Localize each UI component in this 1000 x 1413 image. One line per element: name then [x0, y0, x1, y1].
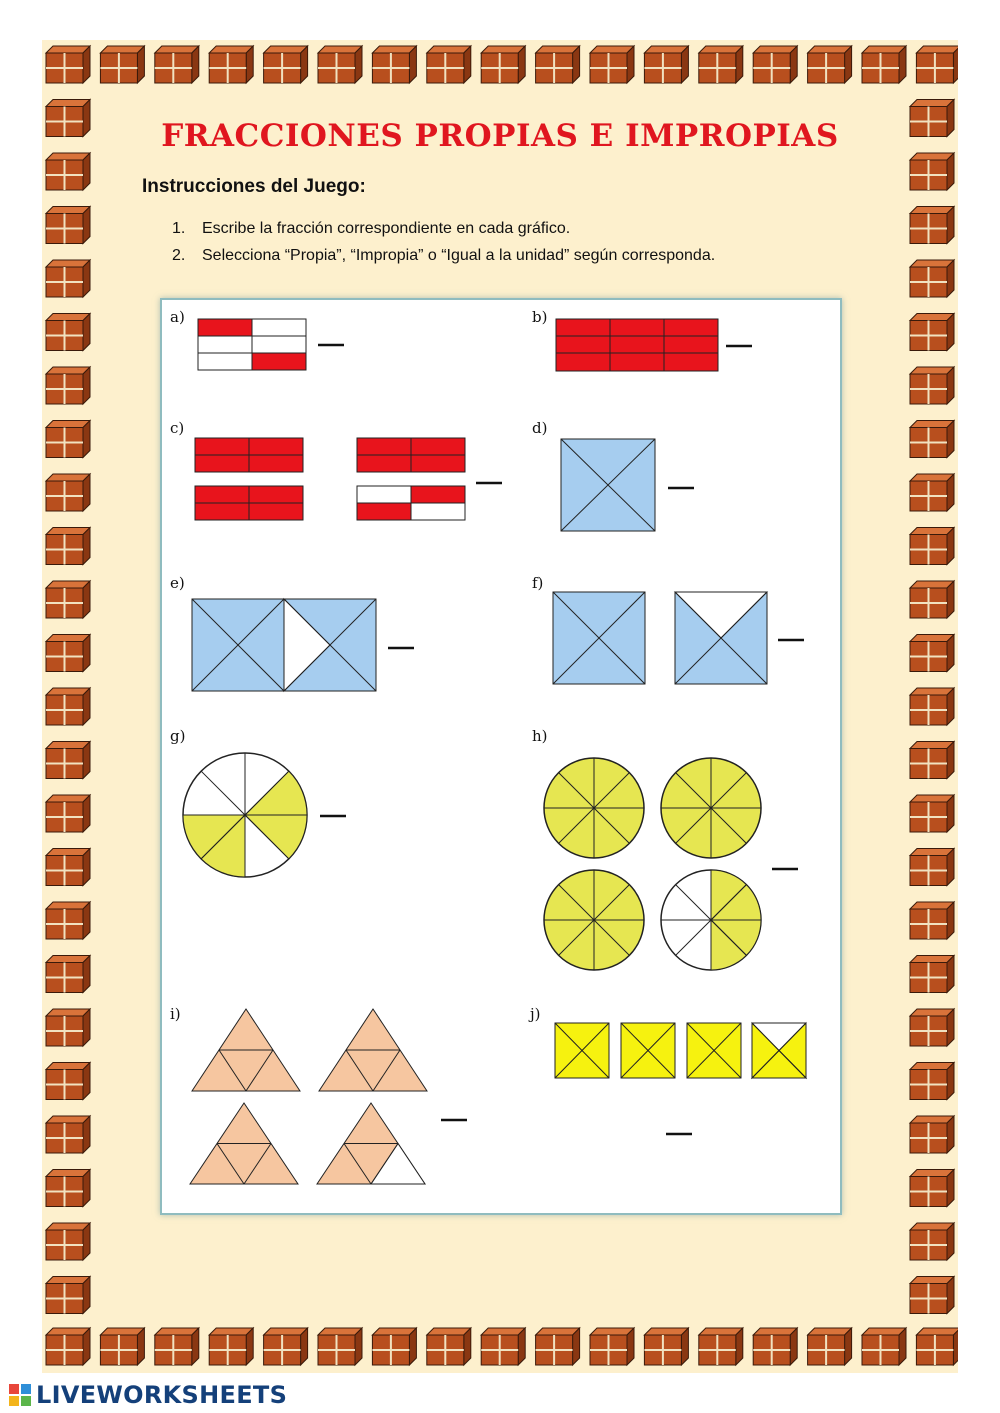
- box-icon: [209, 46, 253, 83]
- a-cell-4: [252, 336, 306, 353]
- box-icon: [753, 1328, 797, 1365]
- box-icon: [910, 849, 954, 886]
- box-icon: [644, 46, 688, 83]
- box-icon: [46, 1223, 90, 1260]
- box-icon: [910, 902, 954, 939]
- box-icon: [910, 1170, 954, 1207]
- box-icon: [46, 153, 90, 190]
- box-icon: [910, 956, 954, 993]
- box-icon: [910, 367, 954, 404]
- box-icon: [209, 1328, 253, 1365]
- box-icon: [46, 742, 90, 779]
- box-icon: [910, 314, 954, 351]
- box-icon: [427, 46, 471, 83]
- c-bar-4: [357, 486, 465, 520]
- box-icon: [46, 367, 90, 404]
- c-bar-3: [195, 486, 303, 520]
- box-icon: [46, 1009, 90, 1046]
- box-icon: [46, 956, 90, 993]
- box-icon: [46, 581, 90, 618]
- box-icon: [808, 46, 852, 83]
- box-icon: [910, 474, 954, 511]
- box-icon: [590, 46, 634, 83]
- box-icon: [910, 421, 954, 458]
- box-icon: [100, 46, 144, 83]
- box-icon: [100, 1328, 144, 1365]
- box-icon: [910, 688, 954, 725]
- box-icon: [481, 46, 525, 83]
- box-icon: [910, 528, 954, 565]
- box-icon: [910, 742, 954, 779]
- exercise-c: [170, 419, 502, 520]
- box-icon: [862, 46, 906, 83]
- box-icon: [808, 1328, 852, 1365]
- box-icon: [155, 1328, 199, 1365]
- exercise-e-label: e): [170, 574, 185, 592]
- box-icon: [46, 1328, 90, 1365]
- c-bar-1: [195, 438, 303, 472]
- instruction-step-2: 2. Selecciona “Propia”, “Impropia” o “Igual a la unidad” según corresponda.: [172, 247, 716, 264]
- exercise-a-label: a): [170, 308, 185, 326]
- box-icon: [536, 1328, 580, 1365]
- box-icon: [699, 46, 743, 83]
- box-icon: [910, 260, 954, 297]
- a-cell-1: [198, 319, 252, 336]
- instructions-heading: Instrucciones del Juego:: [142, 176, 366, 197]
- box-icon: [46, 1063, 90, 1100]
- box-icon: [46, 528, 90, 565]
- box-icon: [590, 1328, 634, 1365]
- box-icon: [46, 260, 90, 297]
- a-cell-6: [252, 353, 306, 370]
- exercise-i: [170, 1005, 467, 1184]
- exercise-f-label: f): [532, 574, 544, 592]
- a-cell-2: [252, 319, 306, 336]
- box-icon: [46, 314, 90, 351]
- box-icon: [46, 1170, 90, 1207]
- exercise-g: [170, 727, 346, 877]
- box-icon: [910, 1116, 954, 1153]
- exercise-a: [170, 308, 344, 370]
- exercise-figures: [160, 298, 842, 1215]
- liveworksheets-logo-icon: [8, 1382, 34, 1412]
- box-icon: [910, 153, 954, 190]
- box-icon: [862, 1328, 906, 1365]
- box-icon: [372, 1328, 416, 1365]
- box-icon: [910, 1223, 954, 1260]
- c-bar-2: [357, 438, 465, 472]
- b-bar: [556, 319, 718, 371]
- box-icon: [46, 849, 90, 886]
- box-icon: [372, 46, 416, 83]
- exercise-c-label: c): [170, 419, 185, 437]
- box-icon: [46, 474, 90, 511]
- exercise-d-label: d): [532, 419, 548, 437]
- exercise-b: [532, 308, 752, 371]
- exercise-f: [532, 574, 804, 684]
- box-icon: [536, 46, 580, 83]
- exercise-d: [532, 419, 694, 531]
- exercise-j-label: j): [530, 1005, 541, 1023]
- box-icon: [910, 581, 954, 618]
- box-icon: [46, 207, 90, 244]
- g-pie: [183, 753, 307, 877]
- box-icon: [910, 635, 954, 672]
- box-icon: [46, 46, 90, 83]
- exercise-g-label: g): [170, 727, 186, 745]
- liveworksheets-logo-text: LIVEWORKSHEETS: [36, 1381, 288, 1409]
- instructions-list: [172, 218, 715, 272]
- box-icon: [46, 688, 90, 725]
- box-icon: [427, 1328, 471, 1365]
- box-icon: [46, 635, 90, 672]
- box-icon: [910, 207, 954, 244]
- box-icon: [699, 1328, 743, 1365]
- box-icon: [481, 1328, 525, 1365]
- box-icon: [318, 1328, 362, 1365]
- exercise-h: [532, 727, 798, 970]
- box-icon: [910, 1009, 954, 1046]
- exercise-i-label: i): [170, 1005, 181, 1023]
- a-cell-3: [198, 336, 252, 353]
- box-icon: [46, 1116, 90, 1153]
- page-title: FRACCIONES PROPIAS E IMPROPIAS: [161, 118, 839, 154]
- box-icon: [910, 1063, 954, 1100]
- instruction-step-1: 1. Escribe la fracción correspondiente en cada gráfico.: [172, 220, 571, 237]
- exercise-h-label: h): [532, 727, 548, 745]
- exercise-e: [170, 574, 414, 691]
- box-icon: [916, 1328, 958, 1365]
- box-icon: [916, 46, 958, 83]
- exercise-b-label: b): [532, 308, 548, 326]
- box-icon: [264, 46, 308, 83]
- box-icon: [910, 795, 954, 832]
- box-icon: [46, 902, 90, 939]
- exercise-j: [528, 1005, 806, 1134]
- box-icon: [644, 1328, 688, 1365]
- box-icon: [318, 46, 362, 83]
- box-icon: [155, 46, 199, 83]
- box-icon: [46, 1277, 90, 1314]
- box-icon: [910, 1277, 954, 1314]
- box-icon: [264, 1328, 308, 1365]
- a-cell-5: [198, 353, 252, 370]
- box-icon: [46, 795, 90, 832]
- box-icon: [753, 46, 797, 83]
- box-icon: [46, 421, 90, 458]
